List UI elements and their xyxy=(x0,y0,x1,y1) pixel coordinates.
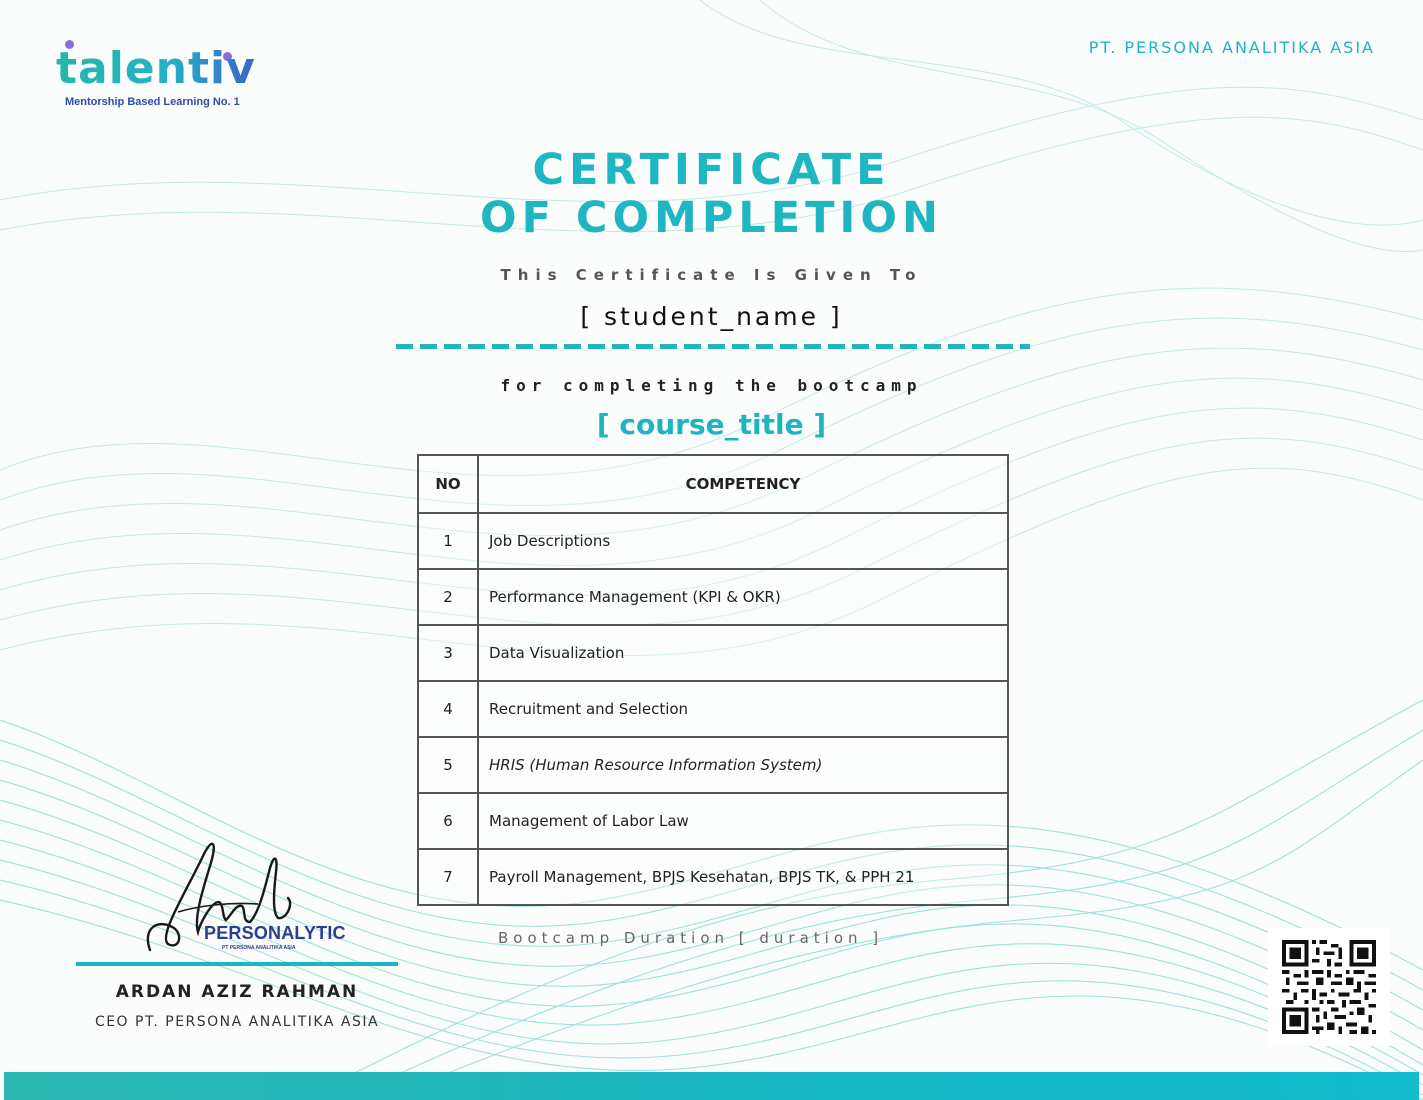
table-row xyxy=(418,513,1008,569)
talentiv-logo xyxy=(56,40,276,120)
table-row xyxy=(418,849,1008,905)
table-row xyxy=(418,793,1008,849)
logo-wordmark: talentiv xyxy=(56,43,256,94)
student-name: [ student_name ] xyxy=(580,302,843,331)
signature-line xyxy=(76,962,398,966)
personalytic-subtitle: PT PERSONA ANALITIKA ASIA xyxy=(222,945,296,951)
name-underline-divider xyxy=(396,344,1030,349)
row-number: 4 xyxy=(418,681,478,737)
competency-cell: HRIS (Human Resource Information System) xyxy=(478,737,1008,793)
logo-tagline: Mentorship Based Learning No. 1 xyxy=(65,96,240,108)
column-header-competency: COMPETENCY xyxy=(478,455,1008,513)
row-number: 7 xyxy=(418,849,478,905)
signer-name: ARDAN AZIZ RAHMAN xyxy=(115,982,359,1002)
row-number: 3 xyxy=(418,625,478,681)
competency-cell: Job Descriptions xyxy=(478,513,1008,569)
row-number: 2 xyxy=(418,569,478,625)
table-header-row xyxy=(418,455,1008,513)
certificate-title-line1: CERTIFICATE xyxy=(532,145,891,195)
qr-code xyxy=(1268,928,1390,1046)
table-row xyxy=(418,681,1008,737)
column-header-no: NO xyxy=(418,455,478,513)
table-row xyxy=(418,569,1008,625)
competency-cell: Data Visualization xyxy=(478,625,1008,681)
table-row xyxy=(418,737,1008,793)
row-number: 1 xyxy=(418,513,478,569)
given-to-text: This Certificate Is Given To xyxy=(500,266,923,284)
signer-title: CEO PT. PERSONA ANALITIKA ASIA xyxy=(94,1014,380,1030)
competency-cell: Recruitment and Selection xyxy=(478,681,1008,737)
row-number: 5 xyxy=(418,737,478,793)
bootcamp-duration: Bootcamp Duration [ duration ] xyxy=(498,929,884,947)
competency-table xyxy=(417,454,1009,906)
competency-cell: Performance Management (KPI & OKR) xyxy=(478,569,1008,625)
qr-code-icon xyxy=(1280,940,1378,1034)
competency-cell: Management of Labor Law xyxy=(478,793,1008,849)
row-number: 6 xyxy=(418,793,478,849)
table-row xyxy=(418,625,1008,681)
completing-text: for completing the bootcamp xyxy=(500,376,923,395)
certificate-title-line2: OF COMPLETION xyxy=(480,193,943,243)
personalytic-brand: PERSONALYTIC xyxy=(204,923,346,943)
company-name-header: PT. PERSONA ANALITIKA ASIA xyxy=(1088,38,1375,57)
bottom-accent-bar xyxy=(4,1072,1419,1100)
competency-cell: Payroll Management, BPJS Kesehatan, BPJS TK, & PPH 21 xyxy=(478,849,1008,905)
course-title: [ course_title ] xyxy=(596,408,827,441)
